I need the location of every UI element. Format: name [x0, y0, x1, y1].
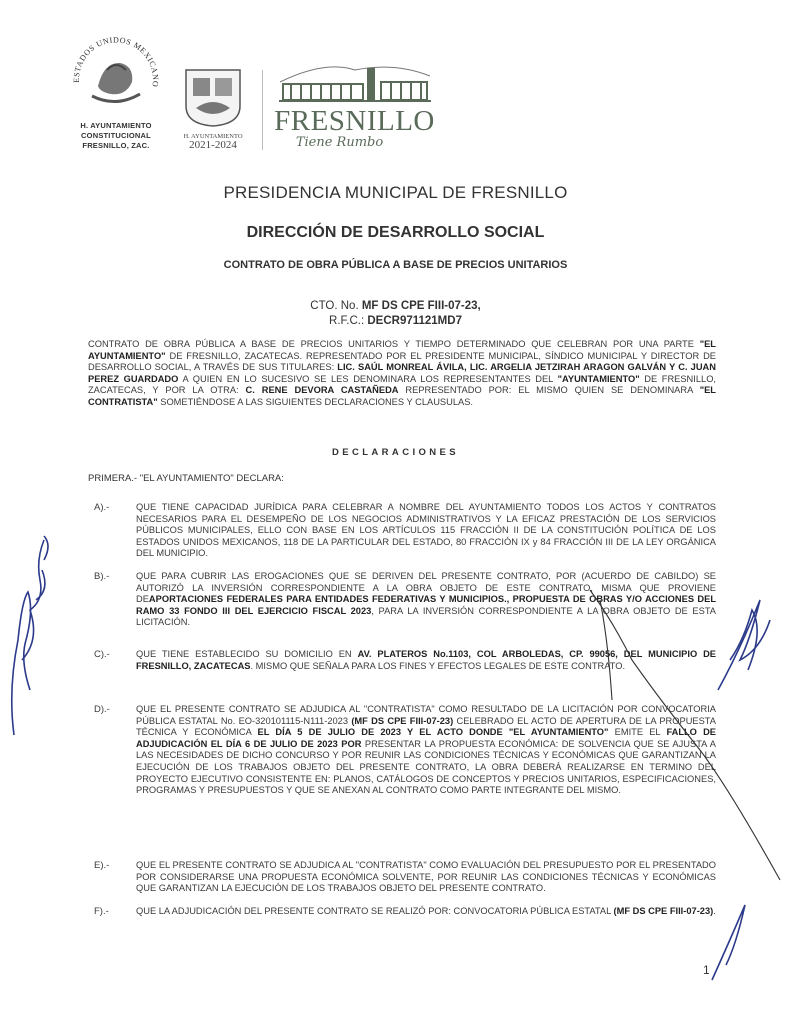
text-run: REPRESENTADO POR: EL MISMO QUIEN SE DENOMINARA [398, 385, 700, 396]
contract-type-heading: CONTRATO DE OBRA PÚBLICA A BASE DE PRECIOS UNITARIOS [223, 259, 568, 271]
cto-number: MF DS CPE FIII-07-23, [361, 300, 481, 312]
text-run: DE FRESNILLO, ZACATECAS. REPRESENTADO POR EL PRESIDENTE MUNICIPAL, SÍNDICO MUNICIPAL Y DIRECTOR DE DESARROLLO SOCIAL, A TRAVÉS DE SUS TITULARES: [88, 350, 716, 373]
bold-text-run: "EL CONTRATISTA" [88, 385, 716, 407]
declaration-text [136, 860, 716, 895]
declaration-text [136, 704, 716, 797]
text-run: QUE TIENE CAPACIDAD JURÍDICA PARA CELEBRAR A NOMBRE DEL AYUNTAMIENTO TODOS LOS ACTOS Y CONTRATOS NECESARIOS PARA EL DESEMPEÑO DE LOS NEGOCIOS ADMINISTRATIVOS Y LA EFICAZ PRESTACIÓN DE LOS SERVICIOS PÚBLICOS MUNICIPALES, ELLO CON BASE EN LOS ARTÍCULOS 115 FRACCIÓN II DE LA CONSTITUCIÓN POLÍTICA DE LOS ESTADOS UNIDOS MEXICANOS, 118 DE LA PARTICULAR DEL ESTADO, 80 FRACCIÓN IX y 84 FRACCIÓN III DE LA LEY ORGÁNICA DEL MUNICIPIO. [136, 502, 716, 559]
rfc-label: R.F.C.: [329, 315, 368, 327]
text-run: QUE EL PRESENTE CONTRATO SE ADJUDICA AL "CONTRATISTA" COMO EVALUACIÓN DEL PRESUPUESTO POR EL PRESENTADO POR CONSIDERARSE UNA PROPUESTA ECONÓMICA SOLVENTE, POR REUNIR LAS CONDICIONES TÉCNICAS Y ECONÓMICAS QUE GARANTIZAN LA EJECUCIÓN DE LOS TRABAJOS OBJETO DEL PRESENTE CONTRATO. [136, 860, 716, 894]
fresnillo-wordmark: FRESNILLO [274, 105, 435, 137]
bold-text-run: "AYUNTAMIENTO" [557, 373, 640, 384]
middle-logo-years: 2021-2024 [189, 139, 237, 151]
declaration-label: D).- [94, 704, 110, 715]
bold-text-run: LIC. SAÚL MONREAL ÁVILA, LIC. ARGELIA JETZIRAH ARAGON GALVÁN Y C. JUAN PEREZ GUARDADO [88, 362, 716, 384]
eagle-seal-icon [63, 29, 166, 116]
bold-text-run: EL DÍA 5 DE JULIO DE 2023 Y EL ACTO DONDE "EL AYUNTAMIENTO" [257, 727, 609, 738]
coat-of-arms-logo [63, 29, 166, 151]
bold-text-run: AV. PLATEROS No.1103, COL ARBOLEDAS, CP. 99056, DEL MUNICIPIO DE FRESNILLO, ZACATECAS [136, 649, 716, 671]
declaration-text [136, 571, 716, 629]
declaration-label: F).- [94, 906, 109, 917]
declaration-text [136, 502, 716, 560]
caption-line: FRESNILLO, ZAC. [82, 141, 150, 150]
declaraciones-heading: DECLARACIONES [331, 447, 460, 458]
text-run: QUE TIENE ESTABLECIDO SU DOMICILIO EN [136, 649, 358, 659]
text-run: SOMETIÉNDOSE A LAS SIGUIENTES DECLARACIONES Y CLAUSULAS. [157, 396, 473, 407]
text-run: QUE LA ADJUDICACIÓN DEL PRESENTE CONTRATO SE REALIZÓ POR: CONVOCATORIA PÚBLICA ESTATAL [136, 906, 614, 916]
rfc-number: DECR971121MD7 [367, 315, 462, 327]
municipal-shield-logo [178, 66, 248, 150]
city-skyline-icon [275, 62, 435, 102]
text-run: DE FRESNILLO, ZACATECAS, Y POR LA OTRA: [88, 373, 717, 396]
department-title: DIRECCIÓN DE DESARROLLO SOCIAL [246, 224, 545, 241]
seal-text-path: ESTADOS UNIDOS MEXICANOS [63, 29, 161, 88]
initial-mark-icon [712, 905, 745, 980]
declaration-label: C).- [94, 649, 110, 660]
text-run: , PARA LA INVERSIÓN CORRESPONDIENTE A LA OBRA OBJETO DE ESTA LICITACIÓN. [136, 605, 717, 628]
declaration-label: B).- [94, 571, 110, 582]
left-margin-signature-icon [12, 536, 48, 735]
cto-label: CTO. No. [310, 300, 362, 312]
bold-text-run: (MF DS CPE FIII-07-23) [351, 715, 454, 726]
text-run: . MISMO QUE SEÑALA PARA LOS FINES Y EFECTOS LEGALES DE ESTE CONTRATO. [250, 660, 626, 671]
text-run: CELEBRADO EL ACTO DE APERTURA DE LA PROPUESTA TÉCNICA Y ECONÓMICA [136, 715, 716, 738]
slogan: Tiene Rumbo [295, 135, 384, 150]
middle-logo-caption: H. AYUNTAMIENTO [183, 133, 243, 140]
left-logo-caption [66, 121, 166, 151]
bold-text-run: C. RENE DEVORA CASTAÑEDA [245, 385, 399, 396]
declaration-text [136, 649, 716, 672]
page-number: 1 [703, 963, 710, 977]
bold-text-run: FALLO DE ADJUDICACIÓN EL DÍA 6 DE JULIO DE 2023 POR [136, 727, 717, 749]
intro-paragraph [88, 339, 716, 409]
text-run: EMITE EL [608, 727, 667, 738]
text-run: PRESENTAR LA PROPUESTA ECONÓMICA: DE SOLVENCIA QUE SE AJUSTA A LAS NECESIDADES DE DICHO CONCURSO Y POR REUNIR LAS CONDICIONES TÉCNICAS Y ECONÓMICAS QUE GARANTIZAN LA EJECUCIÓN DE LOS TRABAJOS OBJETO DEL PRESENTE CONTRATO, LA OBRA DEBERÁ REALIZARSE EN TERMINO DEL PROYECTO EJECUTIVO CONSISTENTE EN: PLANOS, CATÁLOGOS DE CONCEPTOS Y PRECIOS UNITARIOS, ESPECIFICACIONES, PROGRAMAS Y PRESUPUESTOS Y QUE SE ANEXAN AL CONTRATO COMO PARTE INTEGRANTE DEL MISMO. [136, 738, 716, 796]
text-run: . [713, 906, 716, 916]
caption-line: CONSTITUCIONAL [81, 131, 151, 140]
page-title: PRESIDENCIA MUNICIPAL DE FRESNILLO [223, 183, 568, 202]
declaration-text [136, 906, 716, 918]
declaration-label: E).- [94, 860, 110, 871]
bold-text-run: "EL AYUNTAMIENTO" [88, 339, 716, 361]
text-run: QUE EL PRESENTE CONTRATO SE ADJUDICA AL "CONTRATISTA" COMO RESULTADO DE LA LICITACIÓN POR CONVOCATORIA PÚBLICA ESTATAL No. EO-320101115-N111-2023 [136, 704, 716, 726]
shield-icon [182, 66, 244, 128]
bold-text-run: APORTACIONES FEDERALES PARA ENTIDADES FEDERATIVAS Y MUNICIPIOS., PROPUESTA DE OBRAS Y/O ACCIONES DEL RAMO 33 FONDO III DEL EJERCICIO FISCAL 2023 [136, 594, 716, 616]
right-margin-signature-icon [718, 600, 770, 690]
contract-reference [0, 299, 791, 329]
text-run: A QUIEN EN LO SUCESIVO SE LES DENOMINARA LOS REPRESENTANTES DEL [178, 373, 558, 384]
text-run: CONTRATO DE OBRA PÚBLICA A BASE DE PRECIOS UNITARIOS Y TIEMPO DETERMINADO QUE CELEBRAN POR UNA PARTE [88, 339, 700, 349]
text-run: QUE PARA CUBRIR LAS EROGACIONES QUE SE DERIVEN DEL PRESENTE CONTRATO, POR (ACUERDO DE CABILDO) SE AUTORIZÓ LA INVERSIÓN CORRESPONDIENTE A LA OBRA OBJETO DE ESTE CONTRATO, MISMA QUE PROVIENE DE [136, 571, 716, 605]
primera-heading: PRIMERA.- "EL AYUNTAMIENTO" DECLARA: [88, 473, 284, 484]
bold-text-run: (MF DS CPE FIII-07-23) [613, 906, 714, 916]
fresnillo-logo [272, 62, 437, 150]
caption-line: H. AYUNTAMIENTO [80, 121, 152, 130]
declaration-label: A).- [94, 502, 110, 513]
